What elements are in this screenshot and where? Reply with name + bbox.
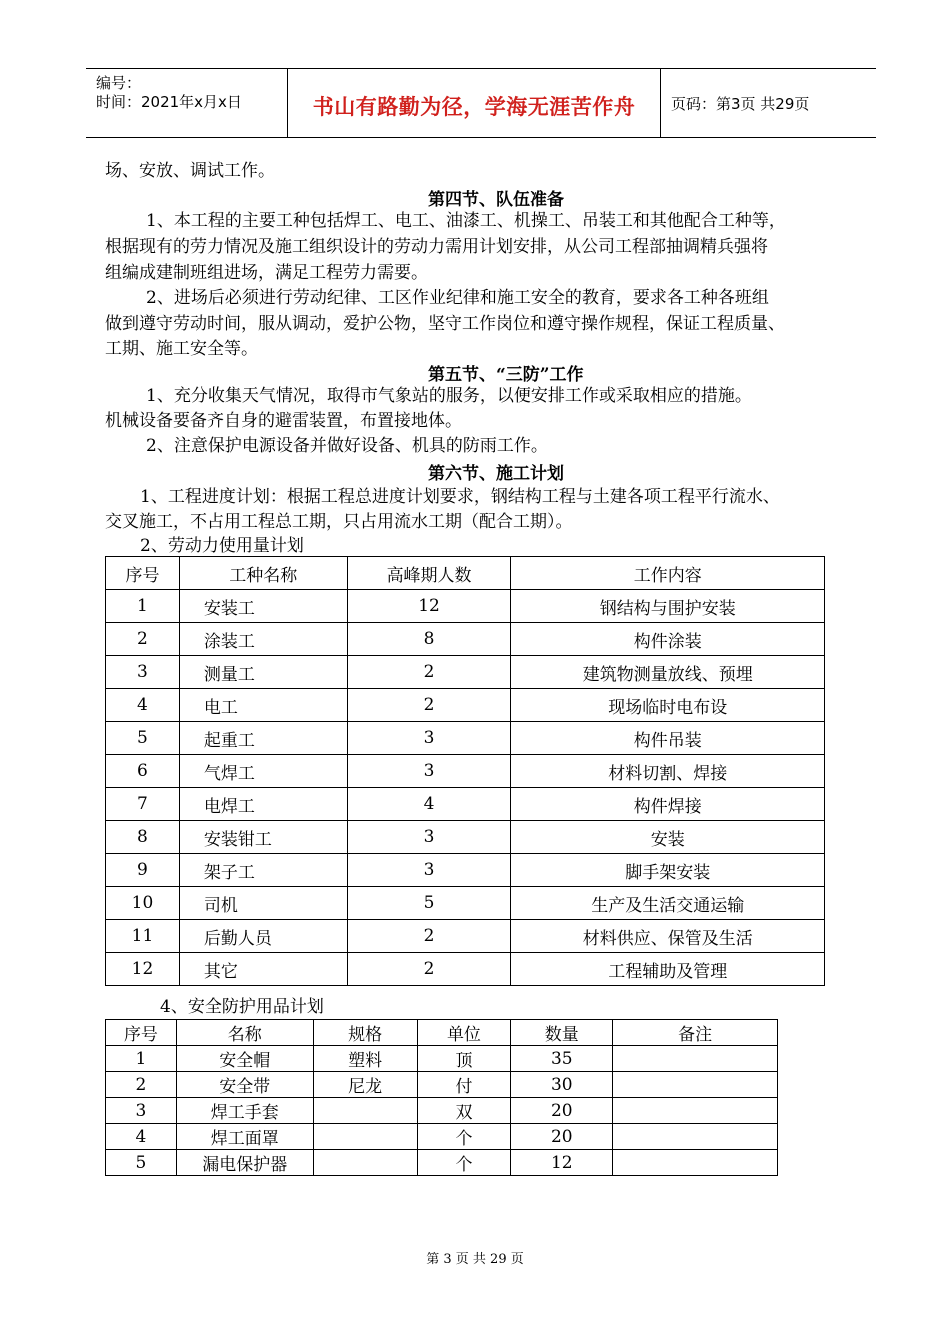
table-cell: 构件吊装 [511,722,825,755]
table-cell: 8 [347,623,511,656]
table-row [106,755,825,788]
sec6-p1-line1: 1、工程进度计划：根据工程总进度计划要求，钢结构工程与土建各项工程平行流水、 [140,487,780,507]
table-cell: 3 [347,821,511,854]
column-header: 序号 [106,1020,177,1046]
table-row [106,920,825,953]
table-cell: 9 [106,854,180,887]
code-label: 编号： [96,74,142,92]
sec4-p2-line2: 做到遵守劳动时间，服从调动，爱护公物，坚守工作岗位和遵守操作规程，保证工程质量、 [105,314,785,334]
table-cell: 4 [106,1124,177,1150]
table-cell: 5 [106,1150,177,1176]
table-cell [313,1098,417,1124]
table-cell: 测量工 [179,656,347,689]
sec4-p2-line1: 2、进场后必须进行劳动纪律、工区作业纪律和施工安全的教育，要求各工种各班组 [146,288,769,308]
table-cell [613,1124,778,1150]
table-row [106,1150,778,1176]
sec6-p1-line2: 交叉施工，不占用工程总工期，只占用流水工期（配合工期）。 [105,512,573,532]
table-cell: 工程辅助及管理 [511,953,825,986]
table-cell: 2 [106,1072,177,1098]
sec4-p1-line3: 组编成建制班组进场，满足工程劳力需要。 [105,263,428,283]
table-cell: 2 [347,920,511,953]
table-cell: 气焊工 [179,755,347,788]
table-cell: 现场临时电布设 [511,689,825,722]
table-cell: 起重工 [179,722,347,755]
table-cell: 生产及生活交通运输 [511,887,825,920]
table-cell: 11 [106,920,180,953]
table-cell: 2 [106,623,180,656]
table-row [106,953,825,986]
table-cell: 构件焊接 [511,788,825,821]
table-cell: 8 [106,821,180,854]
table-cell: 1 [106,590,180,623]
table-cell: 3 [347,755,511,788]
table-cell [613,1072,778,1098]
table-row [106,887,825,920]
header-meta [86,69,286,137]
table-row [106,1046,778,1072]
header-motto-cell [287,69,661,137]
table-cell [313,1124,417,1150]
table-cell: 钢结构与围护安装 [511,590,825,623]
table-cell: 3 [347,854,511,887]
table-cell: 30 [511,1072,613,1098]
column-header: 名称 [176,1020,313,1046]
ppe-table [105,1019,778,1176]
table-cell: 个 [417,1124,511,1150]
table-cell: 后勤人员 [179,920,347,953]
page-footer: 第 3 页 共 29 页 [426,1252,524,1267]
table-cell: 20 [511,1124,613,1150]
table-cell: 材料切割、焊接 [511,755,825,788]
ppe-table-header [106,1020,778,1046]
column-header: 单位 [417,1020,511,1046]
table-cell [613,1150,778,1176]
sec5-p1-line2: 机械设备要备齐自身的避雷装置，布置接地体。 [105,411,462,431]
table-cell: 5 [106,722,180,755]
table-row [106,854,825,887]
table-cell: 电焊工 [179,788,347,821]
table-row [106,722,825,755]
column-header: 序号 [106,557,180,590]
table-cell: 顶 [417,1046,511,1072]
column-header: 规格 [313,1020,417,1046]
column-header: 工种名称 [179,557,347,590]
column-header: 数量 [511,1020,613,1046]
table-cell: 安全帽 [176,1046,313,1072]
table-cell [613,1046,778,1072]
section-6-title: 第六节、施工计划 [428,464,564,484]
table-cell: 尼龙 [313,1072,417,1098]
column-header: 备注 [613,1020,778,1046]
table-cell: 安装 [511,821,825,854]
table-cell: 个 [417,1150,511,1176]
table-row [106,1124,778,1150]
table-cell: 安全带 [176,1072,313,1098]
table-row [106,623,825,656]
table-cell: 20 [511,1098,613,1124]
table-row [106,821,825,854]
table-cell: 焊工面罩 [176,1124,313,1150]
table-row [106,656,825,689]
labor-plan-title: 2、劳动力使用量计划 [140,536,304,556]
table-cell: 5 [347,887,511,920]
table-cell: 塑料 [313,1046,417,1072]
table-cell: 材料供应、保管及生活 [511,920,825,953]
table-row [106,788,825,821]
table-cell: 2 [347,953,511,986]
table-cell: 焊工手套 [176,1098,313,1124]
labor-table-header [106,557,825,590]
table-cell: 12 [511,1150,613,1176]
sec4-p1-line2: 根据现有的劳力情况及施工组织设计的劳动力需用计划安排，从公司工程部抽调精兵强将 [105,237,768,257]
table-cell: 4 [347,788,511,821]
sec4-p1-line1: 1、本工程的主要工种包括焊工、电工、油漆工、机操工、吊装工和其他配合工种等， [146,211,786,231]
table-cell: 2 [347,689,511,722]
table-cell: 安装工 [179,590,347,623]
sec5-p1-line1: 1、充分收集天气情况，取得市气象站的服务，以便安排工作或采取相应的措施。 [146,386,752,406]
page-info: 页码：第3页 共29页 [671,95,810,113]
header-page-cell [661,69,876,137]
table-cell: 电工 [179,689,347,722]
table-cell: 司机 [179,887,347,920]
table-cell: 建筑物测量放线、预埋 [511,656,825,689]
table-cell: 构件涂装 [511,623,825,656]
table-cell [313,1150,417,1176]
table-cell: 双 [417,1098,511,1124]
ppe-plan-title: 4、安全防护用品计划 [160,997,324,1017]
table-cell: 7 [106,788,180,821]
table-cell: 架子工 [179,854,347,887]
table-cell: 4 [106,689,180,722]
labor-table [105,556,825,986]
page-header [86,68,876,138]
table-cell: 3 [106,656,180,689]
table-cell: 12 [347,590,511,623]
table-cell: 漏电保护器 [176,1150,313,1176]
sec4-p2-line3: 工期、施工安全等。 [105,339,258,359]
paragraph-continuation: 场、安放、调试工作。 [105,161,275,181]
table-cell [613,1098,778,1124]
table-cell: 1 [106,1046,177,1072]
table-cell: 6 [106,755,180,788]
table-cell: 10 [106,887,180,920]
table-cell: 涂装工 [179,623,347,656]
table-cell: 付 [417,1072,511,1098]
column-header: 高峰期人数 [347,557,511,590]
table-cell: 3 [347,722,511,755]
table-cell: 35 [511,1046,613,1072]
table-cell: 脚手架安装 [511,854,825,887]
table-row [106,1098,778,1124]
table-cell: 12 [106,953,180,986]
section-5-title: 第五节、“三防”工作 [428,365,584,385]
table-cell: 安装钳工 [179,821,347,854]
table-cell: 2 [347,656,511,689]
time-label: 时间：2021年x月x日 [96,93,242,111]
sec5-p2: 2、注意保护电源设备并做好设备、机具的防雨工作。 [146,436,548,456]
table-cell: 3 [106,1098,177,1124]
table-row [106,590,825,623]
table-cell: 其它 [179,953,347,986]
motto: 书山有路勤为径，学海无涯苦作舟 [312,95,636,119]
table-row [106,1072,778,1098]
table-row [106,689,825,722]
column-header: 工作内容 [511,557,825,590]
section-4-title: 第四节、队伍准备 [428,190,564,210]
